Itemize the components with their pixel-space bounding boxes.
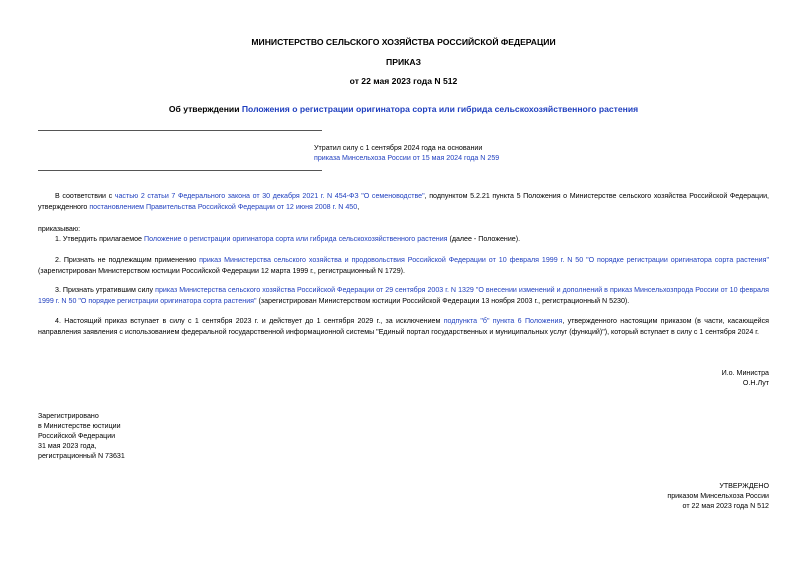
date-number-heading: от 22 мая 2023 года N 512 <box>349 76 458 86</box>
repeal-note-link[interactable]: приказа Минсельхоза России от 15 мая 2024 года N 259 <box>314 154 500 162</box>
item-3: 3. Признать утратившим силу приказ Министерства сельского хозяйства Российской Федерации от 29 сентября 2003 г. N 1329 "О внесении изменений и дополнений в приказ Минсельхозпрода России от 10 февраля 1999 г. N 50 "О порядке регистрации оригинатора сорта растения" (зарегистрирован Министерством юстиции Российской Федерации 13 ноября 2003 г., регистрационный N 5230). <box>38 286 769 305</box>
item-3-link[interactable]: приказ Министерства сельского хозяйства Российской Федерации от 29 сентября 2003 г. N 1329 "О внесении изменений и дополнений в приказ Минсельхозпрода России от 10 февраля 1999 г. N 50 "О порядке регистрации оригинатора сорта растения" <box>38 286 769 305</box>
order-word: приказываю: <box>38 225 81 233</box>
preamble-law-link[interactable]: частью 2 статьи 7 Федерального закона от 30 декабря 2021 г. N 454-ФЗ "О семеноводстве" <box>114 192 425 200</box>
signature-block <box>722 368 769 388</box>
document-title <box>0 104 807 114</box>
repeal-note-line1: Утратил силу с 1 сентября 2024 года на основании <box>314 144 483 152</box>
preamble-paragraph: В соответствии с частью 2 статьи 7 Федерального закона от 30 декабря 2021 г. N 454-ФЗ "О семеноводстве", подпунктом 5.2.21 пункта 5 Положения о Министерстве сельского хозяйства Российской Федерации, утвержденного постановлением Правительства Российской Федерации от 12 июня 2008 г. N 450, <box>38 192 769 211</box>
doc-type-heading: ПРИКАЗ <box>386 57 421 67</box>
item-2-link[interactable]: приказ Министерства сельского хозяйства и продовольствия Российской Федерации от 10 февраля 1999 г. N 50 "О порядке регистрации оригинатора сорта растения" <box>199 256 769 264</box>
approved-block: УТВЕРЖДЕНО приказом Минсельхоза России от 22 мая 2023 года N 512 <box>667 482 769 510</box>
item-4-regulation-link[interactable]: Положения <box>524 317 563 325</box>
divider-top <box>38 130 322 131</box>
item-2: 2. Признать не подлежащим применению приказ Министерства сельского хозяйства и продовольствия Российской Федерации от 10 февраля 1999 г. N 50 "О порядке регистрации оригинатора сорта растения" (зарегистрирован Министерством юстиции Российской Федерации 12 марта 1999 г., регистрационный N 1729). <box>38 256 769 275</box>
divider-bottom <box>38 170 322 171</box>
preamble-decree-link[interactable]: постановлением Правительства Российской Федерации от 12 июня 2008 г. N 450 <box>89 202 358 211</box>
signature-name: О.Н.Лут <box>742 379 769 387</box>
signature-role: И.о. Министра <box>721 369 769 377</box>
item-4-subpoint-link[interactable]: подпункта "б" пункта 6 <box>443 317 522 325</box>
title-prefix: Об утверждении <box>168 104 242 114</box>
item-4: 4. Настоящий приказ вступает в силу с 1 сентября 2023 г. и действует до 1 сентября 2029 г., за исключением подпункта "б" пункта 6 Положения, утвержденного настоящим приказом (в части, касающейся направления заявления с использованием федеральной государственной информационной системы "Единый портал государственных и муниципальных услуг (функций)"), который вступает в силу с 1 сентября 2024 г. <box>38 317 769 336</box>
ministry-heading: МИНИСТЕРСТВО СЕЛЬСКОГО ХОЗЯЙСТВА РОССИЙСКОЙ ФЕДЕРАЦИИ <box>251 37 556 47</box>
registration-block: Зарегистрировано в Министерстве юстиции Российской Федерации 31 мая 2023 года, регистрационный N 73631 <box>38 412 125 460</box>
item-1-link[interactable]: Положение о регистрации оригинатора сорта или гибрида сельскохозяйственного растения <box>143 235 448 243</box>
title-link[interactable]: Положения о регистрации оригинатора сорта или гибрида сельскохозяйственного растения <box>241 104 639 114</box>
item-1: 1. Утвердить прилагаемое Положение о регистрации оригинатора сорта или гибрида сельскохозяйственного растения (далее - Положение). <box>55 235 521 243</box>
